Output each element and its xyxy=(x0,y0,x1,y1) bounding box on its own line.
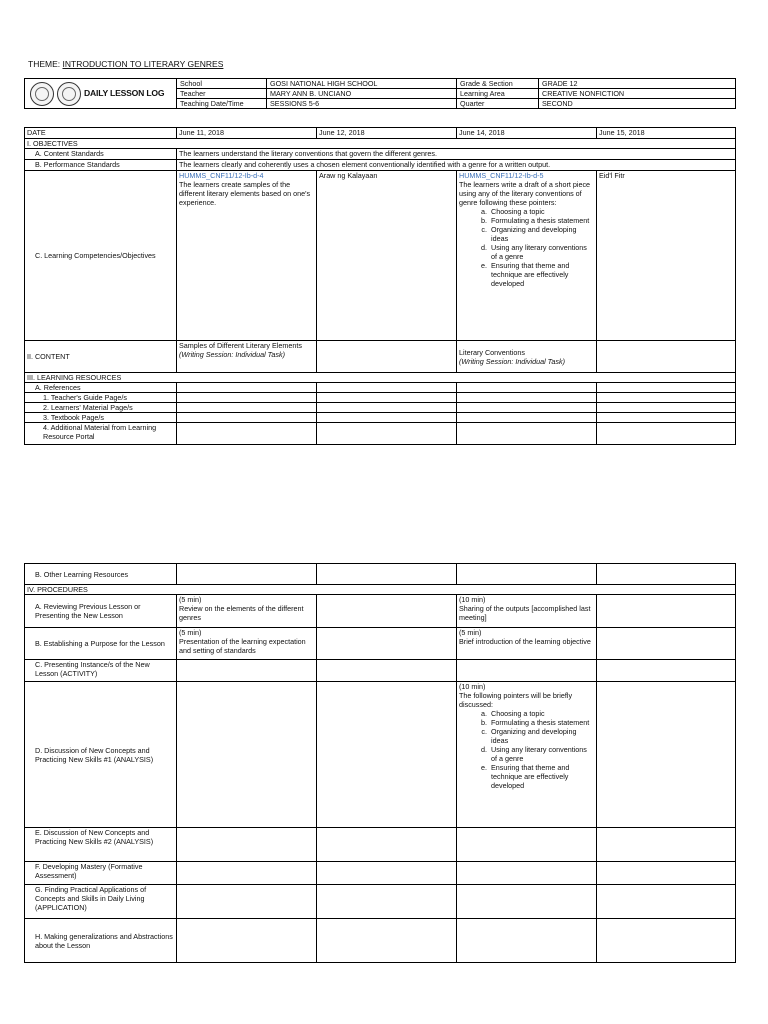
procedure-d-label: D. Discussion of New Concepts and Practicing New Skills #1 (ANALYSIS) xyxy=(25,682,177,828)
content-note-3: (Writing Session: Individual Task) xyxy=(459,356,565,366)
competency-day2: Araw ng Kalayaan xyxy=(317,171,457,341)
competency-text-3: The learners write a draft of a short piece using any of the literary conventions of genre following these pointers: xyxy=(459,180,591,207)
references-label: A. References xyxy=(25,383,177,393)
lesson-table-1 xyxy=(24,127,736,445)
school-seal-icon xyxy=(57,82,81,106)
competency-day3 xyxy=(457,171,597,341)
content-day2 xyxy=(317,341,457,373)
teachers-guide-label: 1. Teacher's Guide Page/s xyxy=(25,393,177,403)
content-day1 xyxy=(177,341,317,373)
procedure-text: Presentation of the learning expectation and setting of standards xyxy=(179,637,306,655)
content-text-3: Literary Conventions xyxy=(459,347,525,357)
procedure-e-label: E. Discussion of New Concepts and Practicing New Skills #2 (ANALYSIS) xyxy=(25,828,177,862)
area-label: Learning Area xyxy=(457,89,539,99)
procedure-text: Review on the elements of the different genres xyxy=(179,604,304,622)
date-header: DATE xyxy=(25,128,177,139)
header-table xyxy=(24,78,736,109)
theme-line xyxy=(28,59,223,69)
list-item: e. Ensuring that theme and technique are effectively developed xyxy=(489,261,594,288)
procedure-a-label: A. Reviewing Previous Lesson or Presenting the New Lesson xyxy=(25,595,177,628)
list-item: d. Using any literary conventions of a genre xyxy=(489,243,594,261)
quarter-value: SECOND xyxy=(539,99,736,109)
competency-code-3: HUMMS_CNF11/12-Ib-d-5 xyxy=(459,171,544,180)
theme-label: THEME: xyxy=(28,59,61,69)
procedure-h-label: H. Making generalizations and Abstractions about the Lesson xyxy=(25,919,177,963)
textbook-label: 3. Textbook Page/s xyxy=(25,413,177,423)
content-label: II. CONTENT xyxy=(25,341,177,373)
quarter-label: Quarter xyxy=(457,99,539,109)
performance-standards-label: B. Performance Standards xyxy=(25,160,177,171)
lesson-table-2 xyxy=(24,563,736,963)
list-item: c. Organizing and developing ideas xyxy=(489,225,594,243)
grade-label: Grade & Section xyxy=(457,79,539,89)
procedure-g-label: G. Finding Practical Applications of Concepts and Skills in Daily Living (APPLICATION) xyxy=(25,885,177,919)
pointers-list xyxy=(459,207,594,288)
procedure-text: The following pointers will be briefly discussed: xyxy=(459,691,573,709)
teacher-label: Teacher xyxy=(177,89,267,99)
competencies-label: C. Learning Competencies/Objectives xyxy=(25,171,177,341)
list-item: a. Choosing a topic xyxy=(489,207,594,216)
time-label: (5 min) xyxy=(459,628,482,637)
school-value: GOSI NATIONAL HIGH SCHOOL xyxy=(267,79,457,89)
procedure-text: Sharing of the outputs [accomplished last meeting] xyxy=(459,604,591,622)
date-label: Teaching Date/Time xyxy=(177,99,267,109)
procedure-text: Brief introduction of the learning objective xyxy=(459,637,591,646)
date-4: June 15, 2018 xyxy=(597,128,736,139)
teacher-value: MARY ANN B. UNCIANO xyxy=(267,89,457,99)
date-value: SESSIONS 5-6 xyxy=(267,99,457,109)
list-item: b. Formulating a thesis statement xyxy=(489,216,594,225)
objectives-heading: I. OBJECTIVES xyxy=(25,139,736,149)
competency-day1 xyxy=(177,171,317,341)
procedure-b-day3 xyxy=(457,628,597,660)
procedure-a-day1 xyxy=(177,595,317,628)
list-item: a. Choosing a topic xyxy=(489,709,594,718)
time-label: (5 min) xyxy=(179,628,202,637)
document-title: DAILY LESSON LOG xyxy=(84,88,165,98)
deped-seal-icon xyxy=(30,82,54,106)
time-label: (10 min) xyxy=(459,595,486,604)
procedure-b-day1 xyxy=(177,628,317,660)
procedures-heading: IV. PROCEDURES xyxy=(25,585,736,595)
resources-heading: III. LEARNING RESOURCES xyxy=(25,373,736,383)
list-item: c. Organizing and developing ideas xyxy=(489,727,594,745)
procedure-d-day3 xyxy=(457,682,597,828)
additional-material-label: 4. Additional Material from Learning Resource Portal xyxy=(25,423,177,445)
area-value: CREATIVE NONFICTION xyxy=(539,89,736,99)
list-item: d. Using any literary conventions of a genre xyxy=(489,745,594,763)
content-standards-text: The learners understand the literary conventions that govern the different genres. xyxy=(177,149,736,160)
procedure-b-label: B. Establishing a Purpose for the Lesson xyxy=(25,628,177,660)
list-item: b. Formulating a thesis statement xyxy=(489,718,594,727)
performance-standards-text: The learners clearly and coherently uses a chosen element conventionally identified with a genre for a written output. xyxy=(177,160,736,171)
time-label: (5 min) xyxy=(179,595,202,604)
logo-cell xyxy=(25,79,177,109)
competency-day4: Eid'l Fitr xyxy=(597,171,736,341)
theme-value: INTRODUCTION TO LITERARY GENRES xyxy=(62,59,224,69)
procedure-a-day3 xyxy=(457,595,597,628)
content-standards-label: A. Content Standards xyxy=(25,149,177,160)
content-day4 xyxy=(597,341,736,373)
procedure-c-label: C. Presenting Instance/s of the New Lesson (ACTIVITY) xyxy=(25,660,177,682)
competency-text-1: The learners create samples of the different literary elements based on one's experience. xyxy=(179,180,311,207)
list-item: e. Ensuring that theme and technique are effectively developed xyxy=(489,763,594,790)
pointers-list-2 xyxy=(459,709,594,790)
procedure-f-label: F. Developing Mastery (Formative Assessment) xyxy=(25,862,177,885)
content-text-1: Samples of Different Literary Elements xyxy=(179,341,302,350)
date-2: June 12, 2018 xyxy=(317,128,457,139)
content-note-1: (Writing Session: Individual Task) xyxy=(179,350,285,359)
date-1: June 11, 2018 xyxy=(177,128,317,139)
school-label: School xyxy=(177,79,267,89)
grade-value: GRADE 12 xyxy=(539,79,736,89)
date-3: June 14, 2018 xyxy=(457,128,597,139)
other-resources-label: B. Other Learning Resources xyxy=(25,564,177,585)
learners-material-label: 2. Learners' Material Page/s xyxy=(25,403,177,413)
competency-code-1: HUMMS_CNF11/12-Ib-d-4 xyxy=(179,171,264,180)
content-day3 xyxy=(457,341,597,373)
time-label: (10 min) xyxy=(459,682,486,691)
